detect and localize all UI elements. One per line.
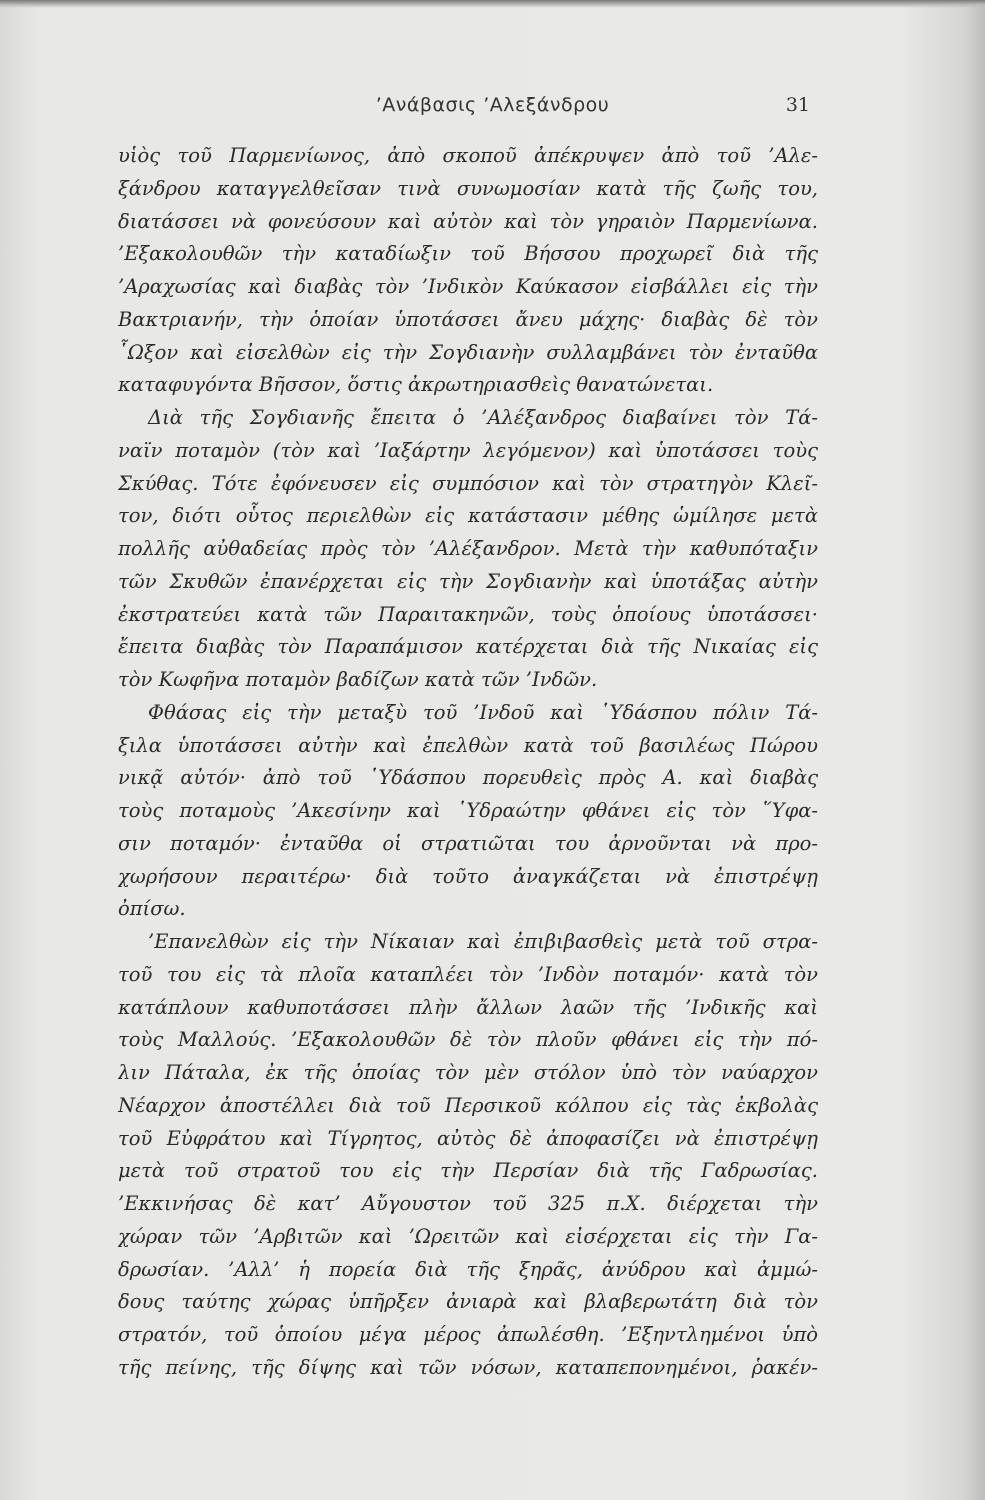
page-header [0,94,985,124]
text-line: πολλῆς αὐθαδείας πρὸς τὸν ’Αλέξανδρον. Μετὰ τὴν καθυπόταξιν [118,537,818,560]
page-top-edge [0,0,985,8]
text-line: στρατόν, τοῦ ὁποίου μέγα μέρος ἀπωλέσθη. ’Εξηντλημένοι ὑπὸ [118,1323,818,1346]
text-line: ’Εξακολουθῶν τὴν καταδίωξιν τοῦ Βήσσου προχωρεῖ διὰ τῆς [118,242,818,266]
text-line: ἔπειτα διαβὰς τὸν Παραπάμισον κατέρχεται διὰ τῆς Νικαίας εἰς [118,635,818,659]
text-line: δρωσίαν. ’Αλλ’ ἡ πορεία διὰ τῆς ξηρᾶς, ἀνύδρου καὶ ἀμμώ- [118,1257,818,1281]
text-line: διατάσσει νὰ φονεύσουν καὶ αὐτὸν καὶ τὸν γηραιὸν Παρμενίωνα. [118,209,818,233]
page-number: 31 [785,94,810,116]
text-line: ξάνδρου καταγγελθεῖσαν τινὰ συνωμοσίαν κατὰ τῆς ζωῆς του, [118,176,818,200]
text-line: τοῦ Εὐφράτου καὶ Τίγρητος, αὐτὸς δὲ ἀποφασίζει νὰ ἐπιστρέψῃ [118,1126,818,1150]
text-line: τον, διότι οὗτος περιελθὼν εἰς κατάστασιν μέθης ὡμίλησε μετὰ [118,504,818,528]
running-title: ’Ανάβασις ’Αλεξάνδρου [375,94,610,116]
text-line: Διὰ τῆς Σογδιανῆς ἔπειτα ὁ ’Αλέξανδρος διαβαίνει τὸν Τά- [148,406,818,429]
text-line: Φθάσας εἰς τὴν μεταξὺ τοῦ ’Ινδοῦ καὶ ῾Υδάσπου πόλιν Τά- [148,700,818,724]
text-line: τῆς πείνης, τῆς δίψης καὶ τῶν νόσων, καταπεπονημένοι, ῥακέν- [118,1355,818,1379]
text-line: ὀπίσω. [118,897,186,921]
text-line: ναϊν ποταμὸν (τὸν καὶ ’Ιαξάρτην λεγόμενον) καὶ ὑποτάσσει τοὺς [118,438,818,462]
text-line: τοὺς Μαλλούς. ’Εξακολουθῶν δὲ τὸν πλοῦν φθάνει εἰς τὴν πό- [118,1028,818,1052]
text-line: ξιλα ὑποτάσσει αὐτὴν καὶ ἐπελθὼν κατὰ τοῦ βασιλέως Πώρου [118,733,818,757]
text-line: νικᾷ αὐτόν· ἀπὸ τοῦ ῾Υδάσπου πορευθεὶς πρὸς Α. καὶ διαβὰς [118,766,818,790]
body-text [118,140,818,1385]
text-line: κατάπλουν καθυποτάσσει πλὴν ἄλλων λαῶν τῆς ’Ινδικῆς καὶ [118,995,818,1019]
text-line: καταφυγόντα Βῆσσον, ὅστις ἀκρωτηριασθεὶς θανατώνεται. [118,373,714,397]
text-line: Νέαρχον ἀποστέλλει διὰ τοῦ Περσικοῦ κόλπου εἰς τὰς ἐκβολὰς [118,1093,818,1117]
text-line: ῟Ωξον καὶ εἰσελθὼν εἰς τὴν Σογδιανὴν συλλαμβάνει τὸν ἐνταῦθα [118,340,818,364]
text-line: ’Επανελθὼν εἰς τὴν Νίκαιαν καὶ ἐπιβιβασθεὶς μετὰ τοῦ στρα- [148,930,818,953]
text-line: Βακτριανήν, τὴν ὁποίαν ὑποτάσσει ἄνευ μάχης· διαβὰς δὲ τὸν [118,307,818,331]
text-line: σιν ποταμόν· ἐνταῦθα οἱ στρατιῶται του ἀρνοῦνται νὰ προ- [118,831,818,855]
text-line: Σκύθας. Τότε ἐφόνευσεν εἰς συμπόσιον καὶ τὸν στρατηγὸν Κλεῖ- [118,471,818,495]
text-line: ’Αραχωσίας καὶ διαβὰς τὸν ’Ινδικὸν Καύκασον εἰσβάλλει εἰς τὴν [118,275,818,298]
text-line: υἱὸς τοῦ Παρμενίωνος, ἀπὸ σκοποῦ ἀπέκρυψεν ἀπὸ τοῦ ’Αλε- [118,144,818,167]
text-line: λιν Πάταλα, ἐκ τῆς ὁποίας τὸν μὲν στόλον ὑπὸ τὸν ναύαρχον [118,1061,818,1084]
text-line: τοῦ του εἰς τὰ πλοῖα καταπλέει τὸν ’Ινδὸν ποταμόν· κατὰ τὸν [118,962,818,986]
text-line: τοὺς ποταμοὺς ’Ακεσίνην καὶ ῾Υδραώτην φθάνει εἰς τὸν ῞Υφα- [118,799,818,822]
text-line: τὸν Κωφῆνα ποταμὸν βαδίζων κατὰ τῶν ’Ινδῶν. [118,668,598,691]
text-line: ’Εκκινήσας δὲ κατ’ Αὔγουστον τοῦ 325 π.Χ. διέρχεται τὴν [118,1192,818,1215]
text-line: χωρήσουν περαιτέρω· διὰ τοῦτο ἀναγκάζεται νὰ ἐπιστρέψῃ [118,864,818,888]
text-line: χώραν τῶν ’Αρβιτῶν καὶ ’Ωρειτῶν καὶ εἰσέρχεται εἰς τὴν Γα- [118,1224,818,1248]
text-line: ἐκστρατεύει κατὰ τῶν Παραιτακηνῶν, τοὺς ὁποίους ὑποτάσσει· [118,602,818,626]
text-line: δους ταύτης χώρας ὑπῆρξεν ἀνιαρὰ καὶ βλαβερωτάτη διὰ τὸν [118,1290,818,1314]
text-line: τῶν Σκυθῶν ἐπανέρχεται εἰς τὴν Σογδιανὴν καὶ ὑποτάξας αὐτὴν [118,569,818,593]
text-line: μετὰ τοῦ στρατοῦ του εἰς τὴν Περσίαν διὰ τῆς Γαδρωσίας. [118,1159,818,1183]
